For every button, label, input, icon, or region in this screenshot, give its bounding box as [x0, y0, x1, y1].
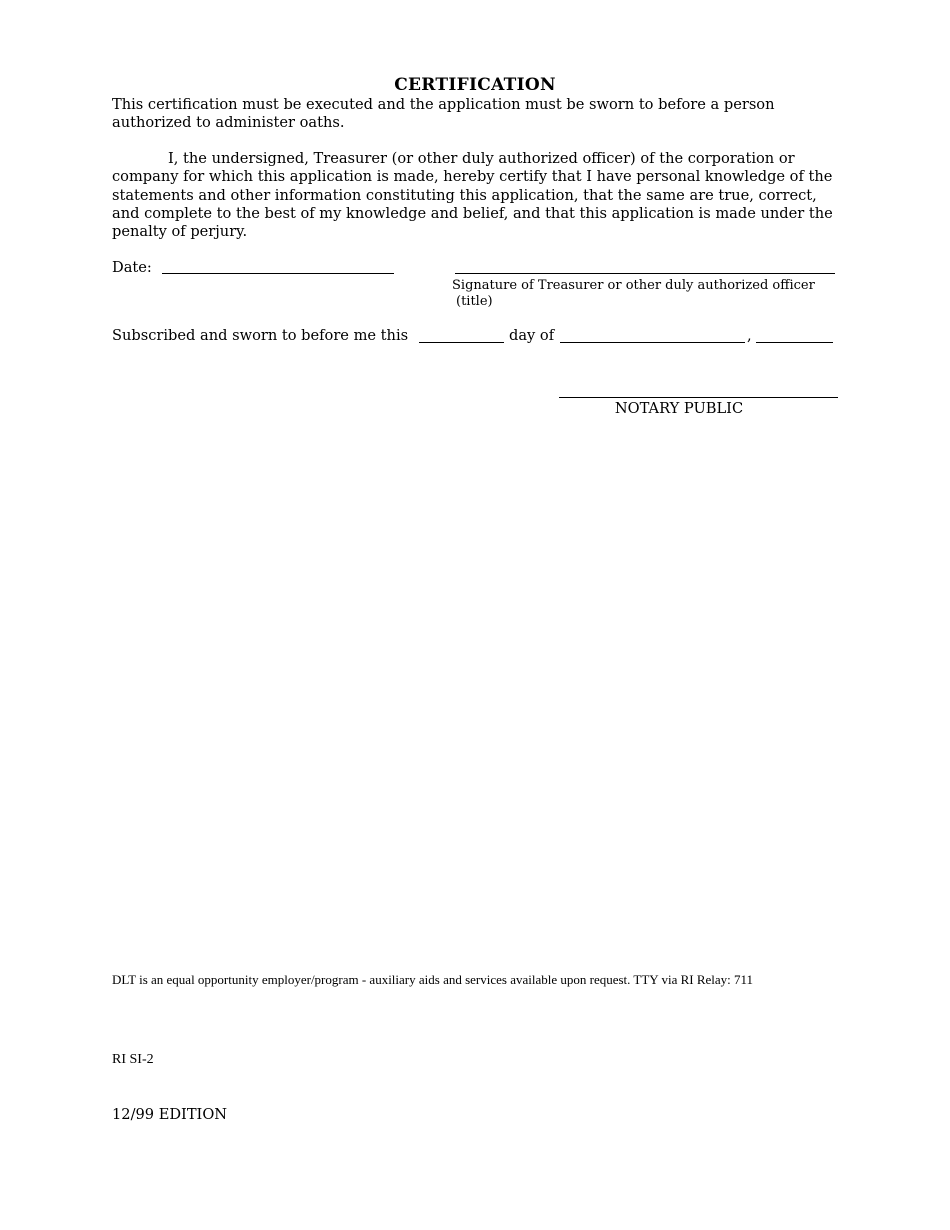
- date-field[interactable]: [162, 273, 394, 274]
- signature-title-caption: (title): [456, 294, 493, 309]
- sworn-year-field[interactable]: [756, 342, 833, 343]
- sworn-day-field[interactable]: [419, 342, 504, 343]
- signature-field[interactable]: [455, 273, 835, 274]
- notary-public-label: NOTARY PUBLIC: [614, 400, 744, 417]
- notary-signature-field[interactable]: [559, 397, 838, 398]
- edition-label: 12/99 EDITION: [112, 1106, 228, 1123]
- eeo-statement: DLT is an equal opportunity employer/program - auxiliary aids and services available upon request. TTY via RI Relay: 711: [112, 972, 754, 987]
- date-label: Date:: [112, 259, 152, 276]
- sworn-month-field[interactable]: [560, 342, 745, 343]
- form-id: RI SI-2: [112, 1052, 154, 1067]
- sworn-comma: ,: [747, 327, 752, 344]
- sworn-prefix: Subscribed and sworn to before me this: [112, 327, 409, 344]
- sworn-day-of-label: day of: [509, 327, 555, 344]
- certification-paragraph: I, the undersigned, Treasurer (or other duly authorized officer) of the corporation or company for which this application is made, hereby certify that I have personal knowledge of the statements and other information constituting this application, that the same are true, correct, and complete to the best of my knowledge and belief, and that this application is made under the penalty of perjury.: [112, 150, 833, 241]
- document-title: CERTIFICATION: [394, 75, 556, 95]
- signature-caption: Signature of Treasurer or other duly authorized officer: [452, 278, 815, 293]
- intro-paragraph: This certification must be executed and the application must be sworn to before a person authorized to administer oaths.: [112, 96, 775, 132]
